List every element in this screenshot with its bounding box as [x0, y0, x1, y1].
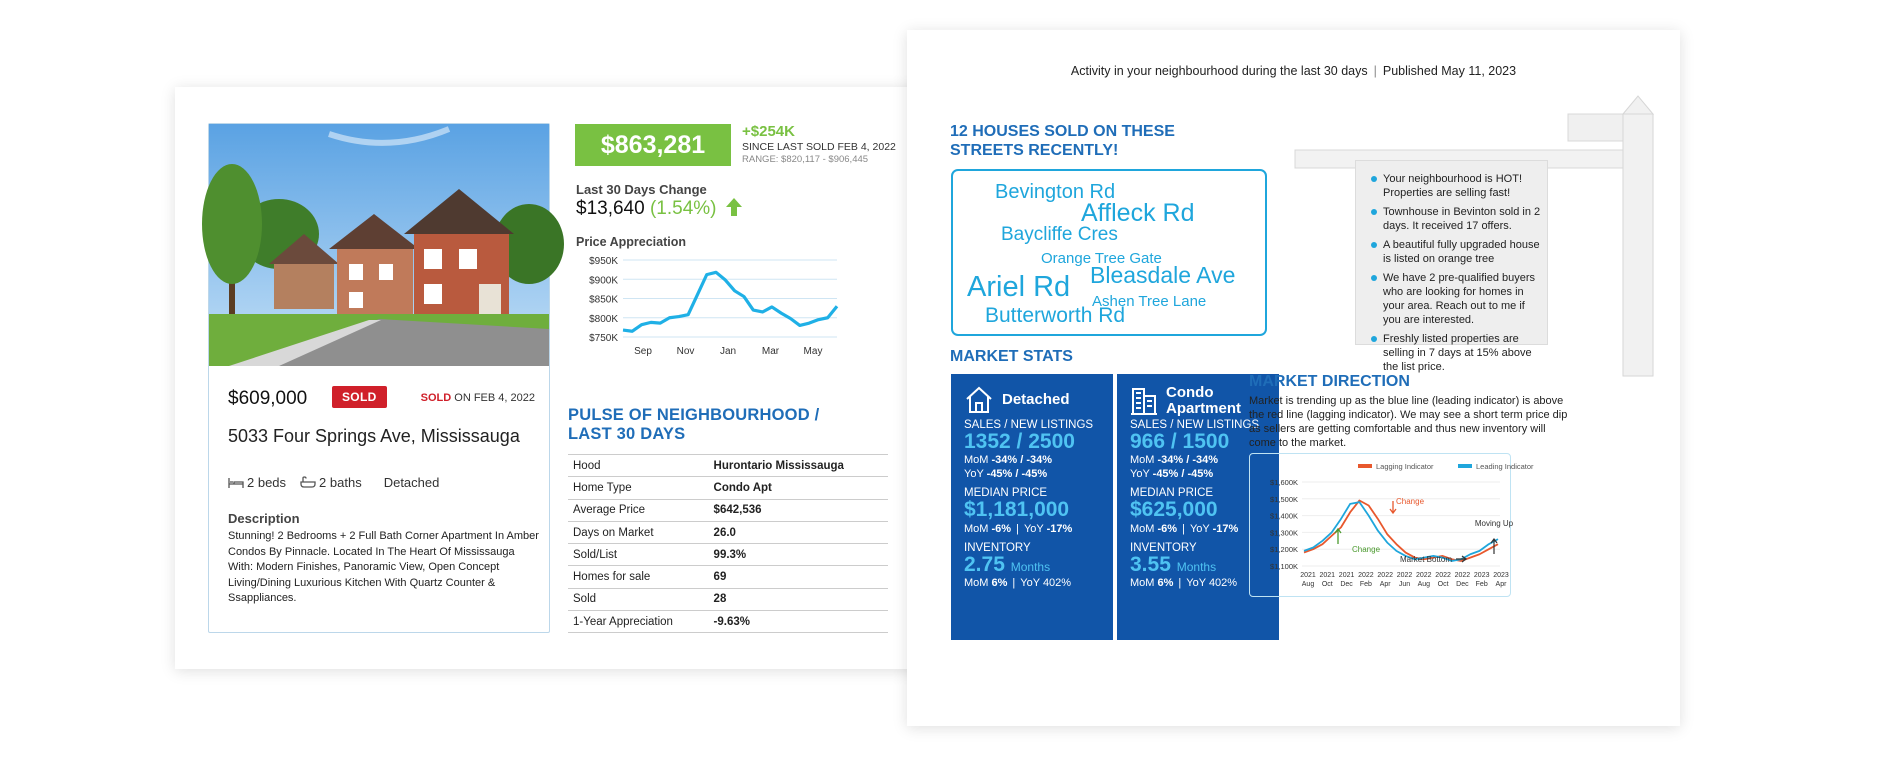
- y-tick-label: $1,200K: [1270, 545, 1298, 555]
- street-word: Ariel Rd: [967, 271, 1071, 303]
- condo-title-line2: Apartment: [1166, 400, 1242, 417]
- x-tick-label: Mar: [761, 346, 780, 357]
- last30-percent: (1.54%): [649, 198, 717, 219]
- x-tick-year: 2022: [1358, 572, 1374, 579]
- street-cloud: [951, 169, 1267, 336]
- row-label: Average Price: [568, 499, 709, 521]
- median-change-line: [964, 523, 1072, 535]
- yoy-label: YoY: [1020, 577, 1040, 589]
- x-tick-year: 2023: [1473, 572, 1490, 579]
- sales-value: 1352 / 2500: [964, 430, 1075, 453]
- table-row: [568, 455, 888, 477]
- condo-title-line1: Condo: [1166, 384, 1214, 401]
- annotation-market-bottom: Market Bottom: [1400, 555, 1453, 564]
- up-arrow-icon: [726, 198, 742, 216]
- yoy-line: [964, 468, 1047, 480]
- x-tick-year: 2022: [1435, 572, 1451, 579]
- condo-title: [1166, 385, 1241, 417]
- activity-text: Activity in your neighbourhood during the last 30 days: [1070, 64, 1368, 78]
- description-text: Stunning! 2 Bedrooms + 2 Full Bath Corner Apartment In Amber Condos By Pinnacle. Located In The Heart Of Mississauga With: Modern Finishes, Panoramic View, Open Concept Living/Dining Luxurious Kitchen With Quartz Counter & Ssappliances.: [228, 530, 539, 604]
- baths-feature: [300, 475, 362, 490]
- last30-value: $13,640: [576, 198, 645, 219]
- yoy-value: -45% / -45%: [1152, 468, 1214, 480]
- listing-box: [208, 123, 550, 633]
- row-value: Hurontario Mississauga: [709, 455, 888, 477]
- legend-label: Leading Indicator: [1476, 462, 1534, 471]
- y-tick-label: $1,600K: [1270, 478, 1298, 487]
- sold-word: SOLD: [420, 392, 452, 404]
- pulse-title-line1: PULSE OF NEIGHBOURHOOD /: [568, 406, 820, 424]
- house-icon: [964, 385, 994, 415]
- mom-label: MoM: [1130, 523, 1155, 535]
- inventory-unit: Months: [1176, 560, 1217, 574]
- x-tick-label: May: [803, 346, 823, 357]
- pipe: |: [1178, 577, 1182, 589]
- x-tick-month: Apr: [1495, 581, 1507, 588]
- y-tick-label: $850K: [589, 294, 618, 306]
- sign-board: [1355, 160, 1548, 373]
- median-label: MEDIAN PRICE: [1130, 487, 1214, 499]
- y-tick-label: $1,500K: [1270, 494, 1298, 504]
- legend-swatch: [1458, 464, 1472, 468]
- sales-label: SALES / NEW LISTINGS: [1130, 419, 1260, 431]
- listing-card: [175, 87, 925, 669]
- bed-icon: [228, 477, 244, 489]
- pipe: |: [1016, 523, 1019, 535]
- yoy-label: YoY: [1186, 577, 1206, 589]
- annotation-change-green: Change: [1352, 545, 1381, 554]
- street-word: Ashen Tree Lane: [1092, 293, 1207, 310]
- yoy-label: YoY: [1023, 523, 1044, 535]
- separator: |: [1373, 64, 1377, 78]
- inventory-value: 3.55: [1130, 553, 1171, 576]
- table-row: [568, 544, 888, 566]
- inv-yoy: 402%: [1208, 577, 1238, 589]
- last30-change: [576, 198, 742, 220]
- legend-swatch: [1358, 464, 1372, 468]
- appreciation-label: Price Appreciation: [576, 235, 686, 249]
- mom-label: MoM: [1130, 454, 1155, 466]
- mom-line: [1130, 454, 1218, 466]
- table-row: [568, 499, 888, 521]
- median-label: MEDIAN PRICE: [964, 487, 1048, 499]
- mom-label: MoM: [964, 523, 989, 535]
- median-change-line: [1130, 523, 1238, 535]
- sold-streets-heading: [950, 122, 1175, 160]
- inventory-unit: Months: [1010, 560, 1051, 574]
- x-tick-label: Nov: [676, 346, 695, 357]
- detached-stats-card: [951, 374, 1113, 640]
- pulse-table: [568, 454, 888, 633]
- mom-label: MoM: [964, 454, 989, 466]
- row-value: Condo Apt: [709, 477, 888, 499]
- inv-mom: 6%: [1157, 577, 1174, 589]
- inventory-change-line: [964, 577, 1071, 589]
- x-tick-month: Aug: [1417, 581, 1431, 588]
- row-label: Sold/List: [568, 544, 709, 566]
- street-word: Bleasdale Ave: [1090, 262, 1236, 288]
- street-word: Affleck Rd: [1081, 199, 1195, 227]
- row-value: 28: [709, 588, 888, 610]
- table-row: [568, 611, 888, 633]
- table-row: [568, 477, 888, 499]
- median-yoy: -17%: [1212, 523, 1239, 535]
- neighbourhood-report: [907, 30, 1680, 726]
- price-series-line: [623, 272, 837, 331]
- address: 5033 Four Springs Ave, Mississauga: [228, 426, 520, 446]
- sales-value: 966 / 1500: [1130, 430, 1230, 453]
- price-range: RANGE: $820,117 - $906,445: [742, 154, 869, 165]
- x-tick-year: 2021: [1319, 572, 1336, 579]
- yoy-value: -45% / -45%: [986, 468, 1048, 480]
- x-tick-month: Aug: [1301, 581, 1315, 588]
- row-value: 69: [709, 566, 888, 588]
- x-tick-year: 2022: [1396, 572, 1413, 579]
- x-tick-month: Oct: [1437, 581, 1449, 588]
- median-value: $625,000: [1130, 498, 1218, 521]
- x-tick-year: 2022: [1377, 572, 1393, 579]
- y-tick-label: $950K: [589, 256, 618, 267]
- y-tick-label: $750K: [589, 333, 618, 344]
- row-label: 1-Year Appreciation: [568, 611, 709, 633]
- list-item: Your neighbourhood is HOT! Properties are selling fast!: [1370, 172, 1542, 200]
- street-word: Bevington Rd: [995, 181, 1116, 203]
- inventory-value-line: [964, 553, 1050, 577]
- x-tick-month: Feb: [1475, 581, 1488, 588]
- list-item: Freshly listed properties are selling in 7 days at 15% above the list price.: [1370, 332, 1542, 374]
- baths-label: 2 baths: [319, 475, 362, 490]
- price-appreciation-chart: [575, 251, 845, 361]
- description-title: Description: [228, 511, 300, 526]
- market-direction-chart: [1250, 454, 1534, 596]
- row-value: 26.0: [709, 521, 888, 543]
- x-tick-month: Apr: [1379, 581, 1391, 588]
- inventory-change-line: [1130, 577, 1237, 589]
- x-tick-month: Feb: [1359, 581, 1372, 588]
- inventory-value: 2.75: [964, 553, 1005, 576]
- sold-badge: SOLD: [332, 386, 387, 408]
- pulse-title: [568, 406, 819, 444]
- street-word: Orange Tree Gate: [1041, 250, 1162, 267]
- median-yoy: -17%: [1046, 523, 1073, 535]
- published-date: Published May 11, 2023: [1382, 64, 1517, 78]
- last30-label: Last 30 Days Change: [576, 182, 707, 197]
- list-item: We have 2 pre-qualified buyers who are looking for homes in your area. Reach out to me if you are interested.: [1370, 271, 1542, 327]
- market-direction-heading: MARKET DIRECTION: [1249, 373, 1410, 390]
- legend-label: Lagging Indicator: [1376, 462, 1434, 471]
- market-direction-text: Market is trending up as the blue line (leading indicator) is above the red line (lagging indicator). We may see a short term price dip as sellers are getting comfortable and thus new inventory will come to the market.: [1249, 395, 1568, 449]
- sign-list: [1370, 172, 1542, 379]
- row-label: Sold: [568, 588, 709, 610]
- market-stats-heading: MARKET STATS: [950, 348, 1073, 365]
- list-item: Townhouse in Bevinton sold in 2 days. It received 17 offers.: [1370, 205, 1542, 233]
- pulse-title-line2: LAST 30 DAYS: [568, 425, 686, 443]
- yoy-line: [1130, 468, 1213, 480]
- y-tick-label: $1,400K: [1270, 511, 1298, 521]
- sold-date: [421, 392, 535, 404]
- table-row: [568, 521, 888, 543]
- x-tick-month: Dec: [1456, 581, 1469, 588]
- row-value: $642,536: [709, 499, 888, 521]
- y-tick-label: $1,300K: [1270, 528, 1298, 538]
- yoy-label: YoY: [1130, 468, 1150, 480]
- median-mom: -6%: [991, 523, 1012, 535]
- green-arrow: [1335, 529, 1341, 544]
- median-mom: -6%: [1157, 523, 1178, 535]
- x-tick-month: Jun: [1398, 581, 1411, 588]
- sold-price: $609,000: [228, 388, 308, 409]
- y-tick-label: $800K: [589, 313, 618, 325]
- market-direction-chart-box: [1249, 453, 1534, 597]
- x-tick-year: 2022: [1454, 572, 1471, 579]
- list-item: A beautiful fully upgraded house is listed on orange tree: [1370, 238, 1542, 266]
- x-tick-year: 2021: [1300, 572, 1316, 579]
- mom-value: -34% / -34%: [991, 454, 1053, 466]
- estimate-badge: $863,281: [575, 124, 731, 166]
- y-tick-label: $900K: [589, 275, 618, 287]
- sales-label: SALES / NEW LISTINGS: [964, 419, 1094, 431]
- x-tick-year: 2023: [1493, 572, 1509, 579]
- mom-line: [964, 454, 1052, 466]
- street-word: Baycliffe Cres: [1001, 224, 1118, 245]
- indicator-line: [1304, 502, 1498, 561]
- row-value: -9.63%: [709, 611, 888, 633]
- property-type: Detached: [383, 475, 440, 490]
- since-last-sold: SINCE LAST SOLD FEB 4, 2022: [742, 141, 896, 153]
- row-label: Days on Market: [568, 521, 709, 543]
- row-label: Homes for sale: [568, 566, 709, 588]
- x-tick-label: Sep: [634, 346, 652, 357]
- price-change: +$254K: [742, 123, 795, 140]
- annotation-moving-up: Moving Up: [1474, 519, 1514, 528]
- sold-date-text: ON FEB 4, 2022: [454, 392, 535, 404]
- x-tick-year: 2022: [1416, 572, 1432, 579]
- row-label: Home Type: [568, 477, 709, 499]
- beds-label: 2 beds: [247, 475, 287, 490]
- row-value: 99.3%: [709, 544, 888, 566]
- sold-heading-line2: STREETS RECENTLY!: [950, 142, 1119, 159]
- mom-value: -34% / -34%: [1157, 454, 1219, 466]
- y-tick-label: $1,100K: [1270, 562, 1298, 571]
- house-photo: [209, 124, 549, 366]
- annotation-change-red: Change: [1396, 497, 1425, 506]
- x-tick-year: 2021: [1338, 572, 1355, 579]
- inventory-label: INVENTORY: [1130, 542, 1197, 554]
- building-icon: [1130, 386, 1158, 416]
- inventory-value-line: [1130, 553, 1216, 577]
- detached-title: Detached: [1002, 391, 1070, 408]
- yoy-label: YoY: [964, 468, 984, 480]
- x-tick-month: Dec: [1340, 581, 1353, 588]
- condo-header: [1130, 385, 1241, 417]
- table-row: [568, 588, 888, 610]
- features-row: [228, 475, 439, 490]
- mom-label: MoM: [1130, 577, 1155, 589]
- table-row: [568, 566, 888, 588]
- inv-mom: 6%: [991, 577, 1008, 589]
- x-tick-label: Jan: [719, 346, 737, 357]
- pipe: |: [1182, 523, 1185, 535]
- median-value: $1,181,000: [964, 498, 1070, 521]
- mom-label: MoM: [964, 577, 989, 589]
- yoy-label: YoY: [1189, 523, 1210, 535]
- bath-icon: [300, 476, 316, 489]
- street-word: Butterworth Rd: [985, 304, 1126, 327]
- x-tick-month: Oct: [1321, 581, 1333, 588]
- pipe: |: [1012, 577, 1016, 589]
- inventory-label: INVENTORY: [964, 542, 1031, 554]
- sold-heading-line1: 12 HOUSES SOLD ON THESE: [950, 123, 1175, 140]
- row-label: Hood: [568, 455, 709, 477]
- detached-header: [964, 385, 1070, 415]
- beds-feature: [228, 475, 286, 490]
- inv-yoy: 402%: [1042, 577, 1072, 589]
